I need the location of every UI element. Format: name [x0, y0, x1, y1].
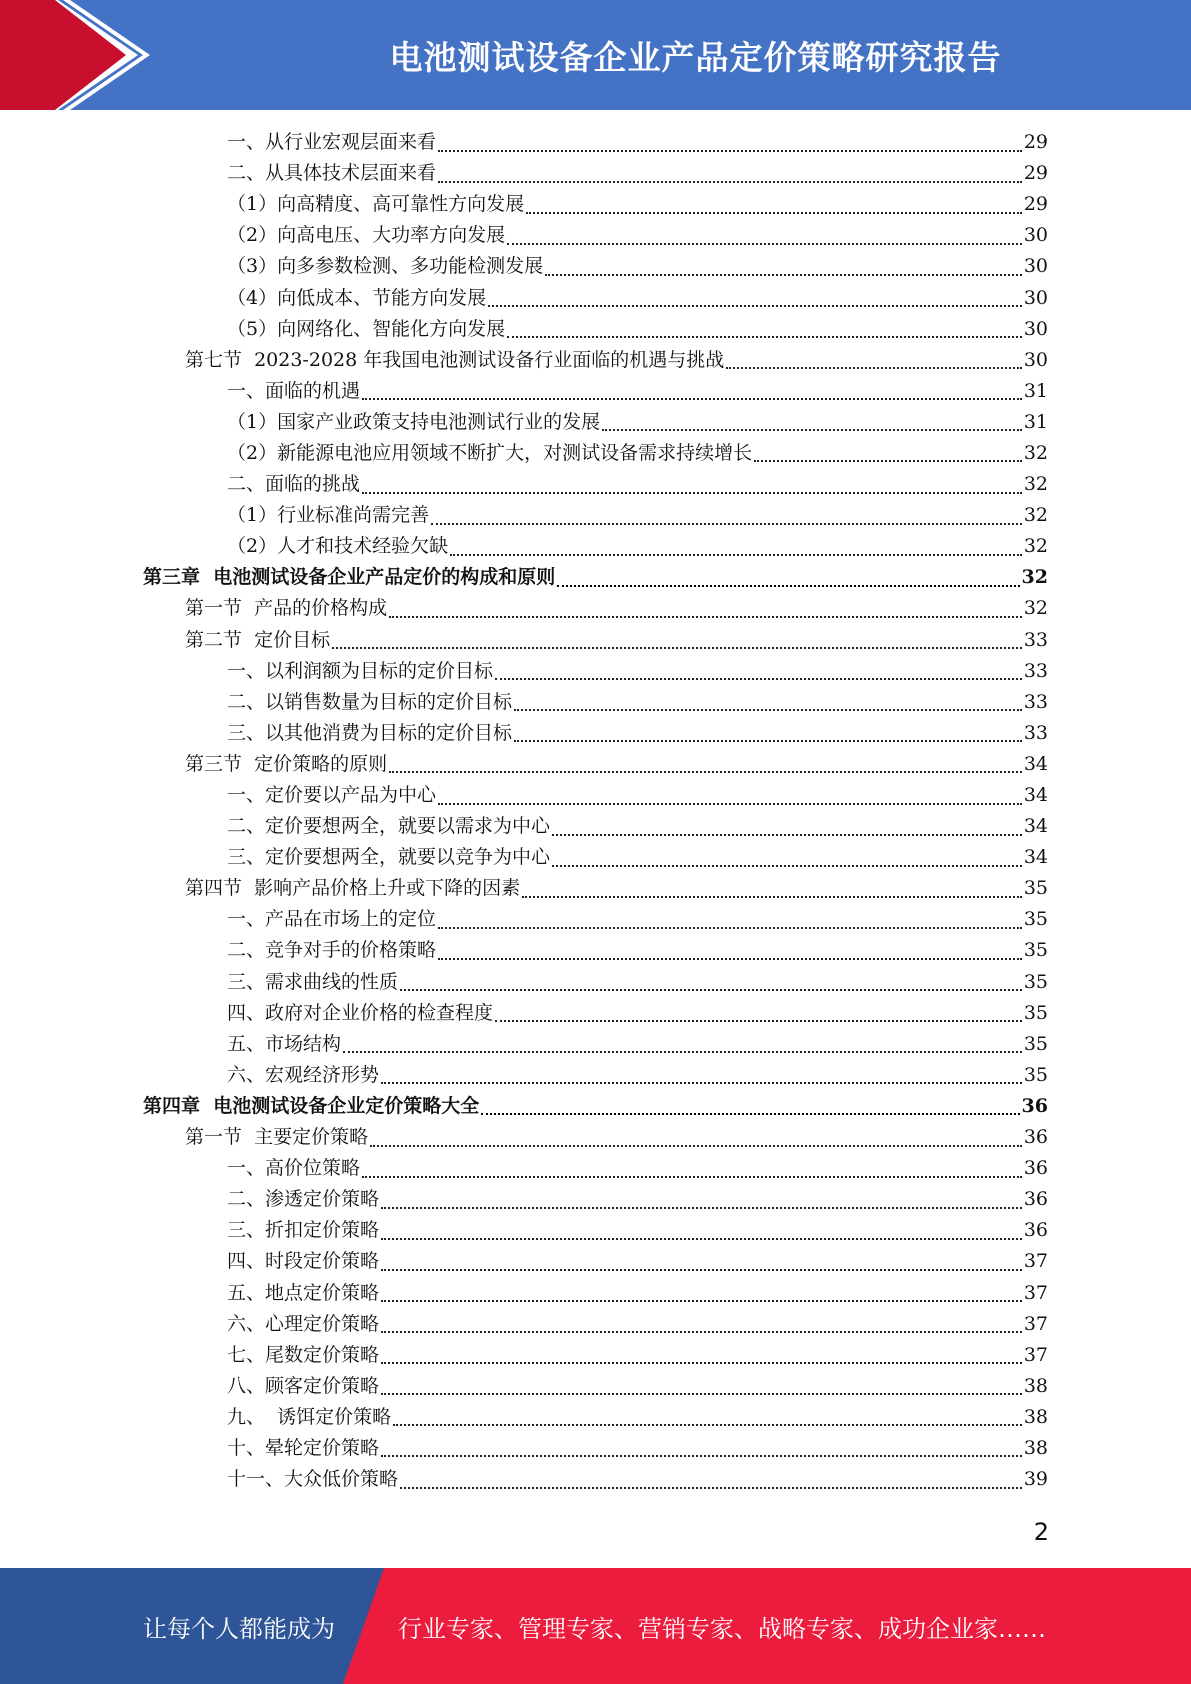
toc-entry-page: 32 — [1023, 441, 1048, 464]
toc-entry-title: 第一节 产品的价格构成 — [185, 597, 388, 620]
toc-entry-title: （4）向低成本、节能方向发展 — [227, 286, 487, 309]
toc-entry-page: 32 — [1023, 597, 1048, 620]
toc-entry-page: 36 — [1021, 1094, 1048, 1117]
toc-entry-page: 34 — [1023, 784, 1048, 807]
toc-entry[interactable] — [0, 376, 1191, 407]
toc-leader-dots — [393, 1424, 1022, 1426]
toc-entry[interactable] — [0, 593, 1191, 624]
toc-entry-title: 四、政府对企业价格的检查程度 — [227, 1001, 494, 1024]
toc-leader-dots — [370, 1145, 1022, 1147]
toc-entry[interactable] — [0, 500, 1191, 531]
toc-entry-title: 二、定价要想两全，就要以需求为中心 — [227, 815, 551, 838]
toc-leader-dots — [381, 1362, 1022, 1364]
toc-leader-dots — [514, 709, 1022, 711]
toc-entry-title: 第一节 主要定价策略 — [185, 1126, 369, 1149]
red-chevron-decoration — [0, 0, 160, 110]
toc-entry-title: 十、晕轮定价策略 — [227, 1436, 380, 1459]
toc-leader-dots — [332, 647, 1022, 649]
toc-leader-dots — [450, 554, 1022, 556]
toc-leader-dots — [495, 678, 1022, 680]
report-title: 电池测试设备企业产品定价策略研究报告 — [389, 37, 1002, 77]
toc-entry-page: 35 — [1023, 877, 1048, 900]
toc-entry-page: 36 — [1023, 1188, 1048, 1211]
toc-entry-title: 第三节 定价策略的原则 — [185, 752, 388, 775]
toc-entry-title: 二、面临的挑战 — [227, 473, 361, 496]
toc-entry-page: 33 — [1023, 628, 1048, 651]
toc-leader-dots — [389, 771, 1022, 773]
toc-entry[interactable] — [0, 656, 1191, 687]
toc-entry[interactable] — [0, 1277, 1191, 1308]
toc-entry-page: 35 — [1023, 908, 1048, 931]
toc-leader-dots — [481, 1113, 1019, 1115]
toc-entry-title: （2）人才和技术经验欠缺 — [227, 535, 449, 558]
toc-entry[interactable] — [0, 935, 1191, 966]
toc-entry[interactable] — [0, 1433, 1191, 1464]
toc-entry-title: 第二节 定价目标 — [185, 628, 331, 651]
toc-entry[interactable] — [0, 811, 1191, 842]
toc-leader-dots — [362, 492, 1022, 494]
toc-entry-page: 33 — [1023, 659, 1048, 682]
toc-leader-dots — [726, 367, 1022, 369]
toc-entry-title: 一、面临的机遇 — [227, 379, 361, 402]
toc-leader-dots — [362, 398, 1022, 400]
toc-entry[interactable] — [0, 562, 1191, 593]
toc-entry-title: 三、定价要想两全，就要以竞争为中心 — [227, 846, 551, 869]
toc-entry-title: 五、市场结构 — [227, 1032, 342, 1055]
toc-leader-dots — [362, 1176, 1022, 1178]
toc-entry-page: 38 — [1023, 1436, 1048, 1459]
toc-leader-dots — [552, 865, 1022, 867]
toc-entry-title: （2）向高电压、大功率方向发展 — [227, 224, 506, 247]
toc-leader-dots — [602, 429, 1022, 431]
toc-entry-title: 一、定价要以产品为中心 — [227, 784, 437, 807]
toc-leader-dots — [438, 150, 1022, 152]
toc-entry-page: 29 — [1023, 162, 1048, 185]
toc-entry-title: 第四节 影响产品价格上升或下降的因素 — [185, 877, 521, 900]
toc-entry-page: 34 — [1023, 752, 1048, 775]
toc-leader-dots — [557, 585, 1019, 587]
toc-leader-dots — [754, 460, 1022, 462]
toc-entry[interactable] — [0, 998, 1191, 1029]
toc-entry-page: 38 — [1023, 1405, 1048, 1428]
footer-banner — [0, 1568, 1191, 1684]
toc-entry-page: 29 — [1023, 193, 1048, 216]
toc-leader-dots — [552, 834, 1022, 836]
toc-entry[interactable] — [0, 158, 1191, 189]
toc-leader-dots — [545, 274, 1022, 276]
table-of-contents — [0, 127, 1191, 1495]
toc-entry-title: 二、竞争对手的价格策略 — [227, 939, 437, 962]
toc-leader-dots — [438, 181, 1022, 183]
toc-entry-title: 六、宏观经济形势 — [227, 1063, 380, 1086]
toc-entry-page: 30 — [1023, 224, 1048, 247]
toc-entry[interactable] — [0, 345, 1191, 376]
toc-leader-dots — [514, 740, 1022, 742]
toc-entry-page: 33 — [1023, 721, 1048, 744]
toc-leader-dots — [381, 1393, 1022, 1395]
toc-entry-title: 三、以其他消费为目标的定价目标 — [227, 721, 513, 744]
toc-entry-page: 35 — [1023, 1063, 1048, 1086]
toc-leader-dots — [526, 212, 1022, 214]
toc-entry[interactable] — [0, 749, 1191, 780]
toc-entry-title: （2）新能源电池应用领域不断扩大，对测试设备需求持续增长 — [227, 441, 753, 464]
toc-entry[interactable] — [0, 1309, 1191, 1340]
toc-entry-title: 第三章 电池测试设备企业产品定价的构成和原则 — [143, 566, 556, 589]
toc-entry-page: 34 — [1023, 846, 1048, 869]
toc-entry[interactable] — [0, 1029, 1191, 1060]
toc-leader-dots — [522, 896, 1022, 898]
toc-entry-title: 十一、大众低价策略 — [227, 1468, 399, 1491]
toc-entry[interactable] — [0, 469, 1191, 500]
toc-entry-title: （1）向高精度、高可靠性方向发展 — [227, 193, 525, 216]
toc-leader-dots — [495, 1020, 1022, 1022]
toc-entry[interactable] — [0, 967, 1191, 998]
toc-entry-title: 三、折扣定价策略 — [227, 1219, 380, 1242]
toc-entry[interactable] — [0, 531, 1191, 562]
toc-leader-dots — [381, 1331, 1022, 1333]
toc-entry-page: 35 — [1023, 1001, 1048, 1024]
page-number: 2 — [1033, 1518, 1049, 1546]
toc-leader-dots — [381, 1300, 1022, 1302]
toc-leader-dots — [381, 1269, 1022, 1271]
toc-leader-dots — [488, 305, 1022, 307]
toc-entry-title: 二、从具体技术层面来看 — [227, 162, 437, 185]
toc-entry-page: 35 — [1023, 939, 1048, 962]
toc-entry-page: 30 — [1023, 255, 1048, 278]
toc-leader-dots — [400, 989, 1022, 991]
toc-leader-dots — [438, 803, 1022, 805]
toc-entry-title: 第七节 2023-2028 年我国电池测试设备行业面临的机遇与挑战 — [185, 348, 725, 371]
toc-leader-dots — [438, 958, 1022, 960]
toc-entry-page: 36 — [1023, 1157, 1048, 1180]
toc-entry-title: 九、 诱饵定价策略 — [227, 1405, 392, 1428]
toc-entry[interactable] — [0, 189, 1191, 220]
toc-entry-page: 30 — [1023, 286, 1048, 309]
toc-entry[interactable] — [0, 687, 1191, 718]
toc-leader-dots — [507, 243, 1022, 245]
toc-entry-page: 31 — [1023, 410, 1048, 433]
toc-entry-page: 37 — [1023, 1281, 1048, 1304]
toc-entry-page: 37 — [1023, 1312, 1048, 1335]
toc-entry[interactable] — [0, 1060, 1191, 1091]
toc-entry-page: 29 — [1023, 131, 1048, 154]
toc-entry-title: 七、尾数定价策略 — [227, 1343, 380, 1366]
toc-entry-title: （1）行业标准尚需完善 — [227, 504, 430, 527]
toc-entry[interactable] — [0, 127, 1191, 158]
toc-entry-title: 六、心理定价策略 — [227, 1312, 380, 1335]
toc-entry-title: 四、时段定价策略 — [227, 1250, 380, 1273]
toc-entry-page: 33 — [1023, 690, 1048, 713]
toc-leader-dots — [381, 1082, 1022, 1084]
toc-entry[interactable] — [0, 625, 1191, 656]
toc-entry[interactable] — [0, 718, 1191, 749]
toc-entry[interactable] — [0, 407, 1191, 438]
toc-leader-dots — [381, 1207, 1022, 1209]
toc-entry[interactable] — [0, 314, 1191, 345]
toc-entry[interactable] — [0, 1153, 1191, 1184]
toc-entry-page: 39 — [1023, 1468, 1048, 1491]
toc-entry-title: 一、产品在市场上的定位 — [227, 908, 437, 931]
toc-entry-page: 35 — [1023, 970, 1048, 993]
toc-leader-dots — [400, 1487, 1022, 1489]
toc-entry-page: 31 — [1023, 379, 1048, 402]
toc-entry-title: （1）国家产业政策支持电池测试行业的发展 — [227, 410, 601, 433]
toc-entry-title: 一、从行业宏观层面来看 — [227, 131, 437, 154]
toc-entry-page: 32 — [1023, 473, 1048, 496]
toc-entry-page: 36 — [1023, 1219, 1048, 1242]
toc-entry[interactable] — [0, 251, 1191, 282]
toc-entry[interactable] — [0, 842, 1191, 873]
toc-entry-title: 八、顾客定价策略 — [227, 1374, 380, 1397]
toc-entry-page: 32 — [1021, 566, 1048, 589]
toc-entry-page: 38 — [1023, 1374, 1048, 1397]
toc-entry-title: 二、渗透定价策略 — [227, 1188, 380, 1211]
toc-entry-page: 34 — [1023, 815, 1048, 838]
toc-entry[interactable] — [0, 1215, 1191, 1246]
toc-leader-dots — [381, 1238, 1022, 1240]
toc-entry[interactable] — [0, 438, 1191, 469]
toc-entry-page: 30 — [1023, 348, 1048, 371]
toc-entry-page: 30 — [1023, 317, 1048, 340]
toc-leader-dots — [389, 616, 1022, 618]
toc-entry[interactable] — [0, 1402, 1191, 1433]
toc-entry-page: 35 — [1023, 1032, 1048, 1055]
toc-entry[interactable] — [0, 282, 1191, 313]
toc-entry-page: 36 — [1023, 1126, 1048, 1149]
toc-entry[interactable] — [0, 1340, 1191, 1371]
toc-entry[interactable] — [0, 220, 1191, 251]
footer-slogan-left: 让每个人都能成为 — [143, 1614, 335, 1643]
toc-entry-page: 32 — [1023, 504, 1048, 527]
toc-entry-title: （5）向网络化、智能化方向发展 — [227, 317, 506, 340]
toc-entry-page: 37 — [1023, 1343, 1048, 1366]
toc-entry-title: 二、以销售数量为目标的定价目标 — [227, 690, 513, 713]
toc-entry-title: 一、以利润额为目标的定价目标 — [227, 659, 494, 682]
toc-entry-page: 37 — [1023, 1250, 1048, 1273]
toc-leader-dots — [431, 523, 1022, 525]
header-banner — [0, 0, 1191, 110]
toc-entry[interactable] — [0, 1246, 1191, 1277]
toc-entry-title: 三、需求曲线的性质 — [227, 970, 399, 993]
toc-leader-dots — [343, 1051, 1022, 1053]
toc-entry[interactable] — [0, 1464, 1191, 1495]
toc-entry-title: 一、高价位策略 — [227, 1157, 361, 1180]
toc-leader-dots — [507, 336, 1022, 338]
toc-entry[interactable] — [0, 1184, 1191, 1215]
toc-leader-dots — [438, 927, 1022, 929]
toc-entry[interactable] — [0, 1091, 1191, 1122]
toc-entry-title: 五、地点定价策略 — [227, 1281, 380, 1304]
toc-entry[interactable] — [0, 1371, 1191, 1402]
toc-entry[interactable] — [0, 904, 1191, 935]
toc-entry[interactable] — [0, 780, 1191, 811]
toc-entry[interactable] — [0, 1122, 1191, 1153]
toc-entry-page: 32 — [1023, 535, 1048, 558]
toc-entry-title: 第四章 电池测试设备企业定价策略大全 — [143, 1094, 480, 1117]
toc-entry[interactable] — [0, 873, 1191, 904]
toc-leader-dots — [381, 1455, 1022, 1457]
footer-slogan-right: 行业专家、管理专家、营销专家、战略专家、成功企业家…… — [398, 1614, 1046, 1643]
toc-entry-title: （3）向多参数检测、多功能检测发展 — [227, 255, 544, 278]
